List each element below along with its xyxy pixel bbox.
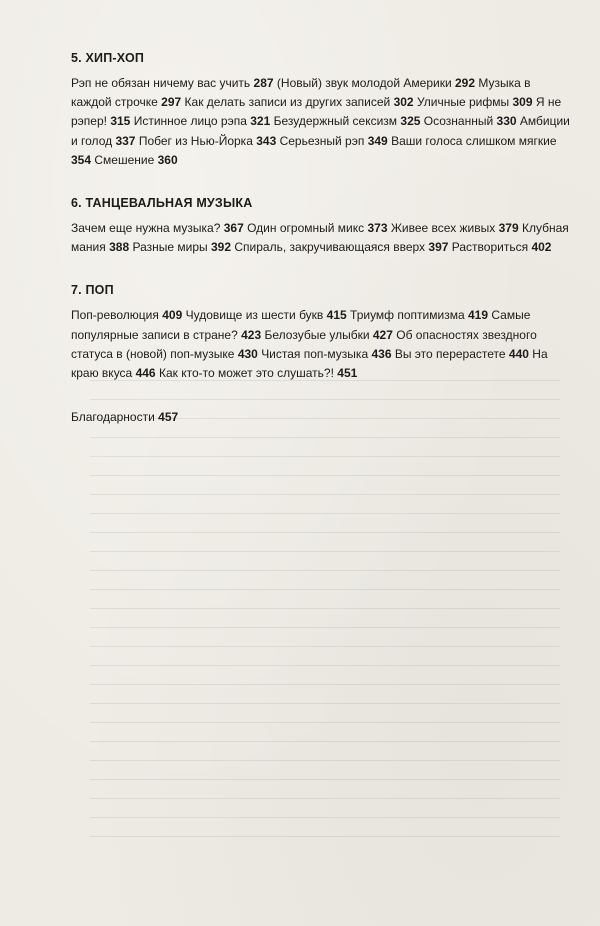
page-number: 409 <box>162 308 183 323</box>
toc-entry <box>132 240 231 254</box>
page-number: 430 <box>237 346 258 361</box>
page-number: 321 <box>250 114 271 129</box>
entry-title: Раствориться <box>451 240 529 255</box>
page-number: 297 <box>161 95 182 110</box>
entry-title: Зачем еще нужна музыка? <box>71 221 221 236</box>
toc-entry <box>71 221 244 235</box>
entry-title: Благодарности <box>71 410 155 425</box>
entry-title: Чудовище из шести букв <box>185 308 324 323</box>
page-number: 354 <box>71 152 92 167</box>
page-number: 367 <box>223 221 244 236</box>
page-number: 436 <box>371 346 392 361</box>
toc-entry <box>261 347 391 361</box>
entry-title: Уличные рифмы <box>416 95 510 110</box>
page-number: 415 <box>326 308 347 323</box>
entry-title: Белозубые улыбки <box>264 327 370 342</box>
page-number: 388 <box>109 240 130 255</box>
bleed-through-texture <box>90 380 560 840</box>
entry-title: Спираль, закручивающаяся вверх <box>234 240 426 255</box>
entry-title: Разные миры <box>132 240 208 255</box>
page-number: 457 <box>158 410 179 425</box>
entry-title: Ваши голоса слишком мягкие <box>391 133 557 148</box>
entry-title: Чистая поп-музыка <box>261 346 369 361</box>
page-number: 309 <box>512 95 533 110</box>
toc-entry <box>417 95 533 109</box>
section-entries <box>71 74 571 170</box>
toc-entry <box>134 114 271 128</box>
toc-entry <box>280 134 388 148</box>
page-number: 330 <box>496 114 517 129</box>
entry-title: Об опасностях звездного статуса в (новой) поп-музыке <box>71 327 537 361</box>
entry-title: Как делать записи из других записей <box>184 95 391 110</box>
entry-title: Живее всех живых <box>390 221 496 236</box>
toc-entry <box>234 240 448 254</box>
entry-title: Побег из Нью-Йорка <box>138 133 253 148</box>
page-number: 287 <box>253 76 274 90</box>
page-number: 337 <box>115 133 136 148</box>
toc-entry <box>139 134 276 148</box>
toc-entry <box>274 114 421 128</box>
entry-title: Как кто-то может это слушать?! <box>158 366 334 381</box>
page-number: 392 <box>211 240 232 255</box>
entry-title: Поп-революция <box>71 308 159 323</box>
toc-entry <box>71 76 274 90</box>
page-number: 302 <box>393 95 414 110</box>
page-number: 349 <box>367 133 388 148</box>
entry-title: Клубная мания <box>71 221 569 255</box>
acknowledgements-entry <box>71 408 591 427</box>
section-title: 6. ТАНЦЕВАЛЬНАЯ МУЗЫКА <box>71 196 253 211</box>
section-title: 7. ПОП <box>71 283 114 298</box>
section-title: 5. ХИП-ХОП <box>71 51 145 65</box>
entry-title: Один огромный микс <box>247 221 365 236</box>
toc-entry <box>247 221 387 235</box>
toc-entry <box>94 153 177 167</box>
entry-title: Серьезный рэп <box>279 133 365 148</box>
page-number: 373 <box>367 221 388 236</box>
entry-title: Музыка в каждой строчке <box>71 76 531 110</box>
page-number: 451 <box>337 366 358 381</box>
toc-section <box>71 195 591 257</box>
entry-title: (Новый) звук молодой Америки <box>276 76 452 90</box>
toc-section <box>71 282 591 383</box>
entry-title: Вы это перерастете <box>394 346 506 361</box>
toc-entry <box>71 308 182 322</box>
entry-title: Истинное лицо рэпа <box>133 114 247 129</box>
toc-section <box>71 50 591 170</box>
page-number: 423 <box>241 327 262 342</box>
entry-title: Самые популярные записи в стране? <box>71 308 531 342</box>
page-number: 292 <box>455 76 476 90</box>
page-number: 402 <box>531 240 552 255</box>
entry-title: Я не рэпер! <box>71 95 562 129</box>
toc-entry <box>424 114 517 128</box>
page-number: 343 <box>256 133 277 148</box>
toc-entry <box>159 366 357 380</box>
toc-entry <box>277 76 475 90</box>
section-entries <box>71 219 571 257</box>
page-number: 360 <box>157 152 178 167</box>
entry-title: Рэп не обязан ничему вас учить <box>71 76 251 90</box>
page-number: 325 <box>400 114 421 129</box>
page-number: 315 <box>110 114 131 129</box>
entry-title: Осознанный <box>423 114 494 129</box>
toc-entry <box>395 347 529 361</box>
page-number: 379 <box>498 221 519 236</box>
toc-entry <box>185 95 414 109</box>
page-number: 419 <box>467 308 489 323</box>
page-number: 427 <box>372 327 393 342</box>
page-number: 397 <box>428 240 449 255</box>
section-entries <box>71 306 571 383</box>
toc-entry <box>452 240 552 254</box>
entry-title: Амбиции и голод <box>71 114 570 148</box>
entry-title: Триумф поптимизма <box>350 308 465 323</box>
page-number: 446 <box>135 366 156 381</box>
page-number: 440 <box>508 346 529 361</box>
toc-entry <box>391 221 519 235</box>
entry-title: На краю вкуса <box>71 346 548 381</box>
table-of-contents <box>71 50 591 427</box>
entry-title: Смешение <box>94 152 155 167</box>
toc-entry <box>265 328 393 342</box>
entry-title: Безудержный сексизм <box>273 114 398 129</box>
toc-entry <box>186 308 347 322</box>
toc-entry <box>350 308 488 322</box>
